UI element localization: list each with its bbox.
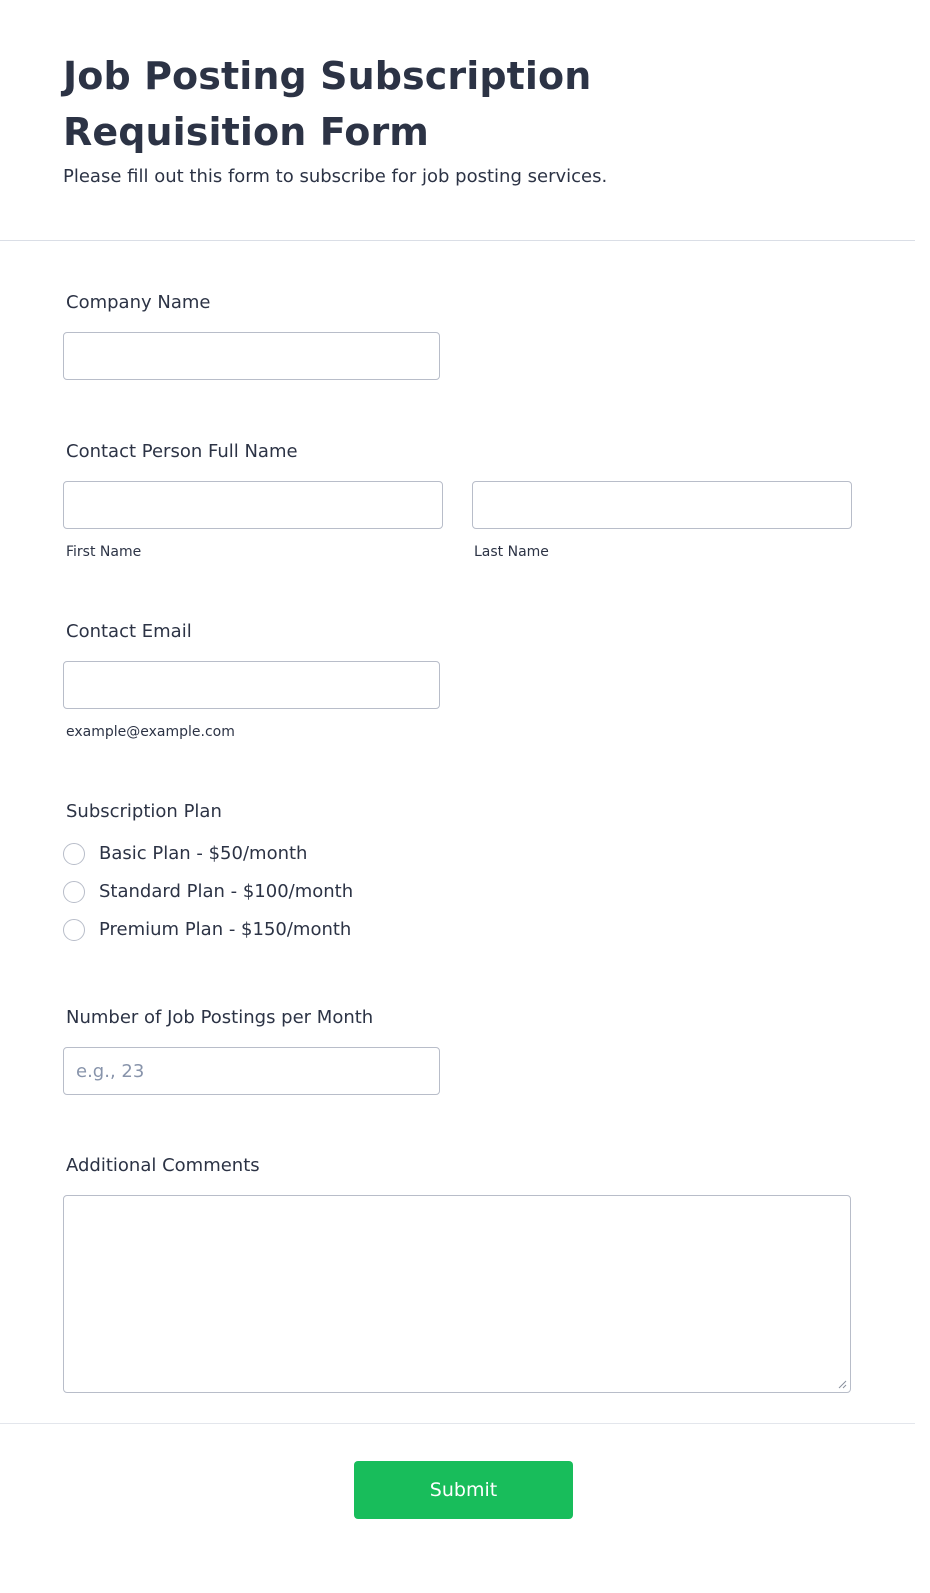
contact-name-label: Contact Person Full Name (66, 441, 298, 462)
radio-option-premium[interactable] (63, 917, 351, 943)
additional-comments-label: Additional Comments (66, 1155, 260, 1176)
radio-button[interactable] (63, 881, 85, 903)
radio-button[interactable] (63, 919, 85, 941)
page-subtitle: Please fill out this form to subscribe for job posting services. (63, 166, 608, 187)
footer-divider (0, 1423, 915, 1424)
first-name-sublabel: First Name (66, 544, 142, 560)
radio-button[interactable] (63, 843, 85, 865)
radio-option-standard[interactable] (63, 879, 353, 905)
company-name-label: Company Name (66, 292, 211, 313)
job-postings-label: Number of Job Postings per Month (66, 1007, 374, 1028)
contact-email-input[interactable] (63, 661, 440, 709)
page-title: Job Posting Subscription Requisition Form (63, 54, 592, 154)
first-name-input[interactable] (63, 481, 443, 529)
subscription-plan-label: Subscription Plan (66, 801, 222, 822)
job-postings-input[interactable] (63, 1047, 440, 1095)
last-name-input[interactable] (472, 481, 852, 529)
radio-option-label: Basic Plan - $50/month (99, 843, 308, 864)
resize-handle-icon[interactable] (838, 1380, 847, 1389)
submit-button[interactable]: Submit (354, 1461, 573, 1519)
radio-option-label: Standard Plan - $100/month (99, 881, 354, 902)
radio-option-label: Premium Plan - $150/month (99, 919, 352, 940)
contact-email-label: Contact Email (66, 621, 192, 642)
last-name-sublabel: Last Name (474, 544, 549, 560)
additional-comments-textarea[interactable] (63, 1195, 851, 1393)
form-header (0, 0, 915, 241)
contact-email-sublabel: example@example.com (66, 724, 235, 740)
company-name-input[interactable] (63, 332, 440, 380)
radio-option-basic[interactable] (63, 841, 307, 867)
